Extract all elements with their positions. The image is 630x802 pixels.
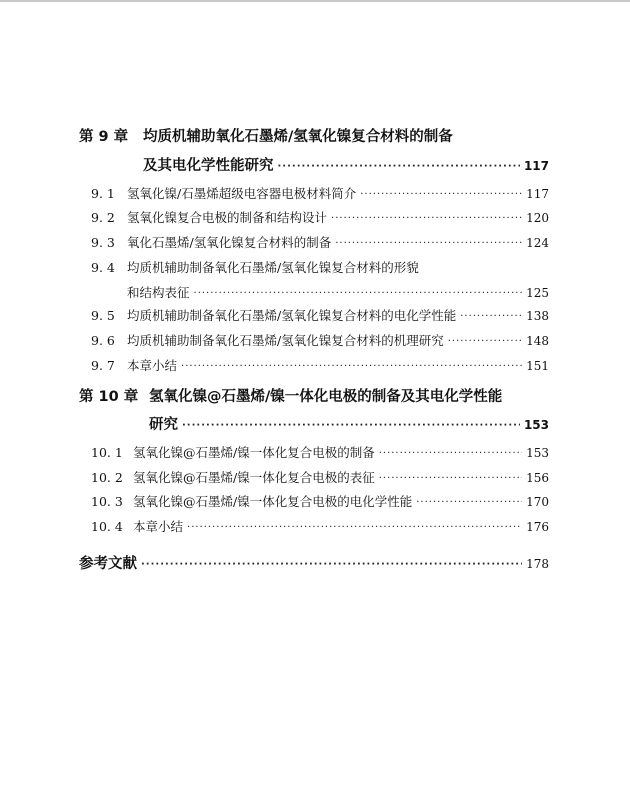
section-page: 176 bbox=[526, 520, 549, 534]
chapter-10-heading-line2[interactable] bbox=[149, 413, 549, 434]
toc-entry-9-6[interactable] bbox=[91, 331, 549, 349]
section-number: 9. 5 bbox=[91, 308, 115, 323]
section-title: 氢氧化镍@石墨烯/镍一体化复合电极的表征 bbox=[133, 470, 375, 485]
leader-dots bbox=[181, 361, 522, 372]
toc-entry-10-2[interactable] bbox=[91, 468, 549, 486]
chapter-10-title-line1: 氢氧化镍@石墨烯/镍一体化电极的制备及其电化学性能 bbox=[149, 389, 503, 405]
section-title: 氢氧化镍@石墨烯/镍一体化复合电极的制备 bbox=[133, 445, 375, 460]
section-title: 均质机辅助制备氧化石墨烯/氢氧化镍复合材料的机理研究 bbox=[127, 333, 444, 348]
section-number: 9. 4 bbox=[91, 260, 115, 275]
section-title: 氢氧化镍复合电极的制备和结构设计 bbox=[127, 210, 328, 225]
chapter-9-heading[interactable] bbox=[79, 125, 549, 146]
toc-entry-9-3[interactable] bbox=[91, 233, 549, 251]
section-page: 117 bbox=[526, 187, 549, 201]
leader-dots bbox=[460, 311, 522, 322]
chapter-9-page: 117 bbox=[523, 159, 549, 173]
toc-entry-10-1[interactable] bbox=[91, 443, 549, 461]
toc-entry-9-2[interactable] bbox=[91, 208, 549, 226]
section-page: 148 bbox=[526, 334, 549, 348]
leader-dots bbox=[416, 497, 522, 508]
section-title: 均质机辅助制备氧化石墨烯/氢氧化镍复合材料的形貌 bbox=[127, 260, 419, 275]
section-title: 均质机辅助制备氧化石墨烯/氢氧化镍复合材料的电化学性能 bbox=[127, 308, 457, 323]
chapter-9-number: 第 9 章 bbox=[79, 129, 129, 145]
section-number: 9. 1 bbox=[91, 186, 115, 201]
toc-entry-references[interactable] bbox=[79, 552, 549, 573]
section-number: 9. 2 bbox=[91, 210, 115, 225]
chapter-9-title-line1: 均质机辅助氧化石墨烯/氢氧化镍复合材料的制备 bbox=[143, 129, 453, 145]
section-title: 氢氧化镍@石墨烯/镍一体化复合电极的电化学性能 bbox=[133, 494, 413, 509]
toc-entry-9-4[interactable] bbox=[91, 258, 549, 276]
references-page: 178 bbox=[526, 557, 549, 571]
leader-dots bbox=[448, 336, 522, 347]
chapter-10-heading[interactable] bbox=[79, 385, 549, 406]
section-number: 10. 2 bbox=[91, 470, 123, 485]
chapter-9-heading-line2[interactable] bbox=[143, 154, 549, 175]
toc-entry-10-3[interactable] bbox=[91, 492, 549, 510]
references-title: 参考文献 bbox=[79, 556, 137, 572]
leader-dots bbox=[379, 473, 522, 484]
chapter-10-page: 153 bbox=[523, 418, 549, 432]
toc-entry-9-7[interactable] bbox=[91, 356, 549, 374]
section-number: 10. 3 bbox=[91, 494, 123, 509]
section-page: 156 bbox=[526, 471, 549, 485]
toc-entry-9-5[interactable] bbox=[91, 306, 549, 324]
section-number: 10. 1 bbox=[91, 445, 123, 460]
chapter-10-title-line2: 研究 bbox=[149, 417, 178, 433]
section-number: 9. 3 bbox=[91, 235, 115, 250]
section-page: 151 bbox=[526, 359, 549, 373]
section-title: 氢氧化镍/石墨烯超级电容器电极材料简介 bbox=[127, 186, 357, 201]
section-number: 9. 7 bbox=[91, 358, 115, 373]
leader-dots bbox=[379, 448, 522, 459]
leader-dots bbox=[278, 161, 520, 172]
section-title: 本章小结 bbox=[133, 519, 184, 534]
section-number: 10. 4 bbox=[91, 519, 123, 534]
toc-entry-10-4[interactable] bbox=[91, 517, 549, 535]
section-number: 9. 6 bbox=[91, 333, 115, 348]
leader-dots bbox=[194, 288, 523, 299]
leader-dots bbox=[182, 420, 520, 431]
leader-dots bbox=[141, 559, 522, 570]
section-page: 138 bbox=[526, 309, 549, 323]
section-title: 本章小结 bbox=[127, 358, 178, 373]
section-page: 120 bbox=[526, 211, 549, 225]
section-title: 氧化石墨烯/氢氧化镍复合材料的制备 bbox=[127, 235, 332, 250]
section-page: 153 bbox=[526, 446, 549, 460]
leader-dots bbox=[331, 213, 522, 224]
leader-dots bbox=[335, 238, 522, 249]
section-page: 170 bbox=[526, 495, 549, 509]
section-page: 124 bbox=[526, 236, 549, 250]
leader-dots bbox=[360, 189, 522, 200]
section-page: 125 bbox=[526, 286, 549, 300]
chapter-10-number: 第 10 章 bbox=[79, 389, 139, 405]
leader-dots bbox=[187, 522, 522, 533]
section-title-line2: 和结构表征 bbox=[127, 285, 190, 300]
toc-entry-9-4-line2[interactable] bbox=[127, 283, 549, 301]
chapter-9-title-line2: 及其电化学性能研究 bbox=[143, 158, 274, 174]
top-border-line bbox=[0, 0, 630, 2]
toc-entry-9-1[interactable] bbox=[91, 184, 549, 202]
